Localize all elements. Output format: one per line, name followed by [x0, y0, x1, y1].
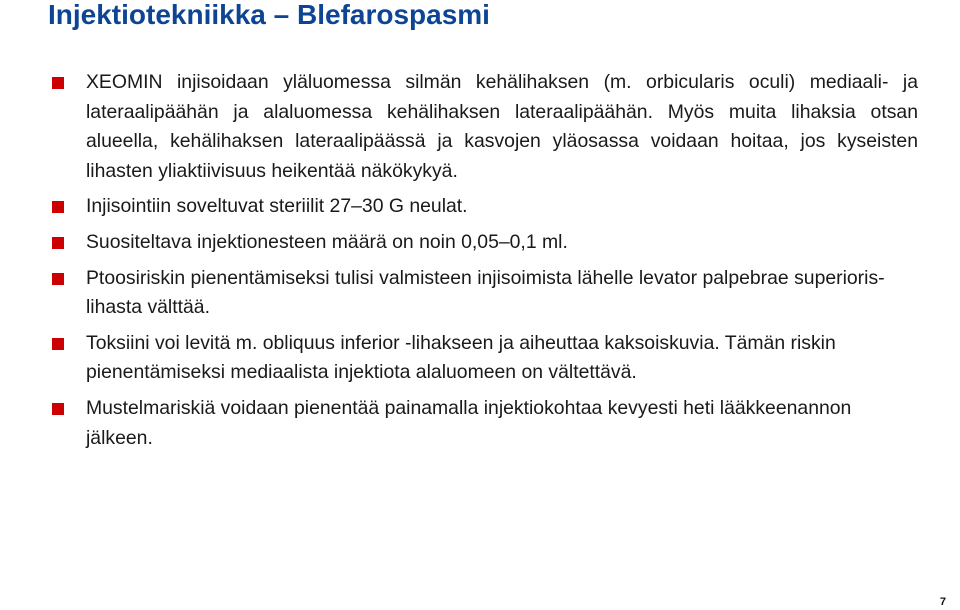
square-bullet-icon: [52, 273, 64, 285]
square-bullet-icon: [52, 77, 64, 89]
bullet-item: [52, 329, 918, 388]
bullet-item: [52, 394, 918, 453]
square-bullet-icon: [52, 338, 64, 350]
bullet-item: [52, 68, 918, 186]
bullet-text: Ptoosiriskin pienentämiseksi tulisi valmisteen injisoimista lähelle levator palpebrae superioris-lihasta välttää.: [86, 266, 885, 319]
page-number: 7: [939, 596, 946, 608]
bullet-list: [52, 68, 918, 459]
square-bullet-icon: [52, 403, 64, 415]
bullet-item: [52, 192, 918, 222]
bullet-text: XEOMIN injisoidaan yläluomessa silmän kehälihaksen (m. orbicularis oculi) mediaali- ja lateraalipäähän ja alaluomessa kehälihaksen lateraalipäähän. Myös muita lihaksia otsan alueella, kehälihaksen lateraalipäässä ja kasvojen yläosassa voidaan hoitaa, jos kyseisten lihasten yliaktiivisuus heikentää näkökykyä.: [86, 71, 918, 182]
bullet-item: [52, 264, 918, 323]
bullet-text: Mustelmariskiä voidaan pienentää painamalla injektiokohtaa kevyesti heti lääkkeenannon jälkeen.: [86, 396, 852, 449]
square-bullet-icon: [52, 201, 64, 213]
slide-title: Injektiotekniikka – Blefarospasmi: [48, 0, 490, 30]
bullet-item: [52, 228, 918, 258]
bullet-text: Toksiini voi levitä m. obliquus inferior -lihakseen ja aiheuttaa kaksoiskuvia. Tämän riskin pienentämiseksi mediaalista injektiota alaluomeen on vältettävä.: [86, 331, 836, 384]
bullet-text: Injisointiin soveltuvat steriilit 27–30 G neulat.: [86, 195, 468, 218]
square-bullet-icon: [52, 237, 64, 249]
bullet-text: Suositeltava injektionesteen määrä on noin 0,05–0,1 ml.: [86, 230, 568, 253]
